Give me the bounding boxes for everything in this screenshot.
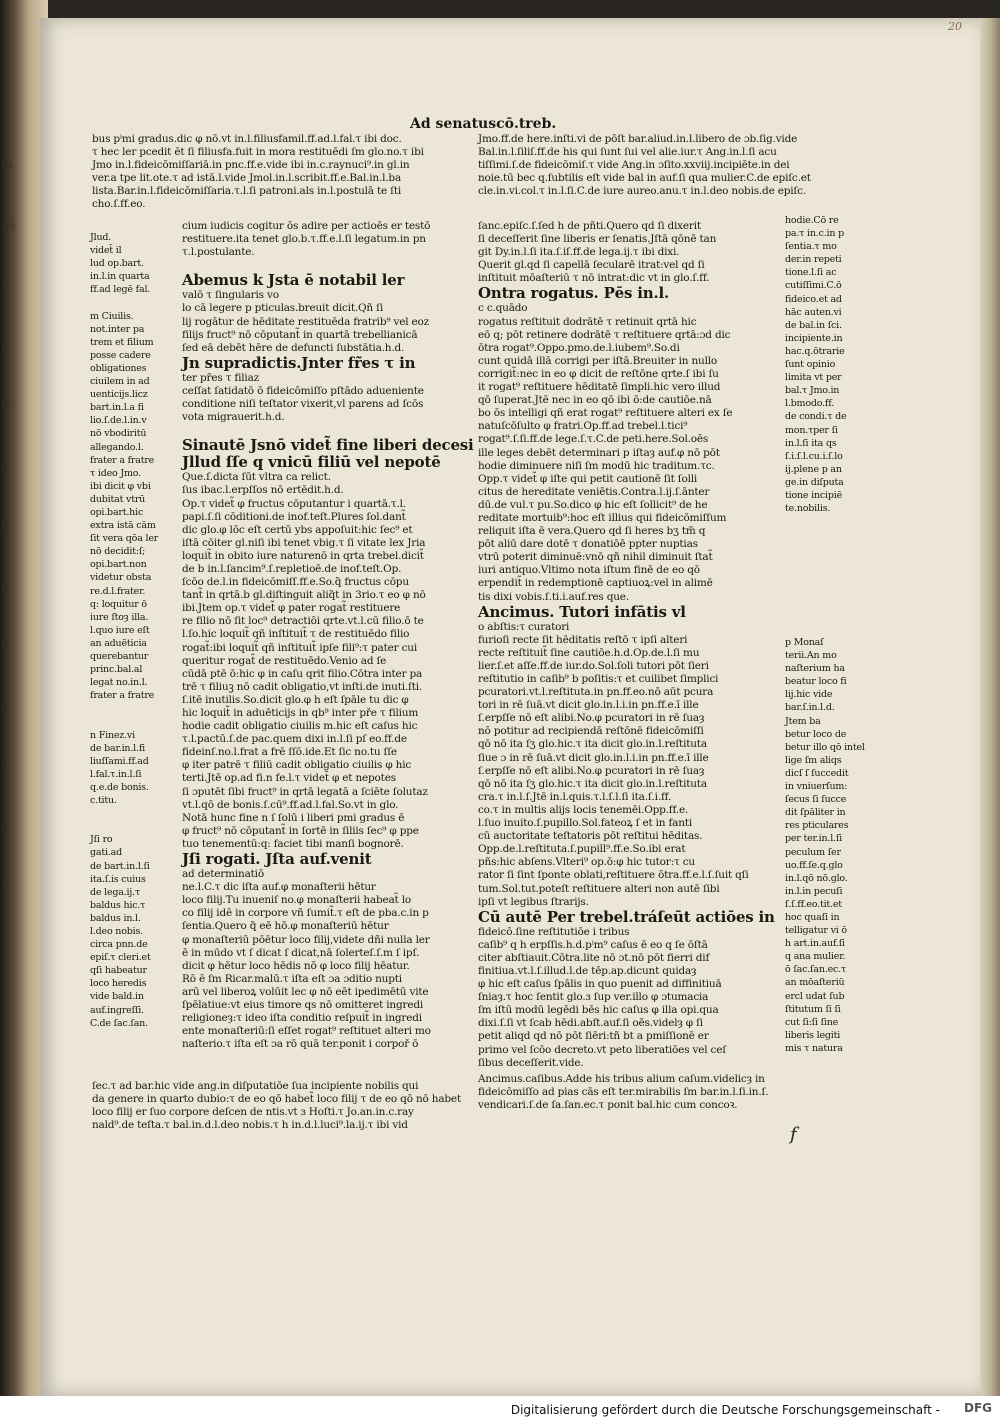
- text-line: ſanc.epiſc.ſ.ſed h de pñti.Quero qd ſi dixerit: [478, 220, 701, 232]
- text-line: not.inter pa: [90, 323, 145, 335]
- edge-fragment: e: [2, 821, 7, 830]
- text-line: pcuratori.vt.l.reſtituta.in pn.ff.eo.nō aūt pcura: [478, 686, 714, 699]
- text-line: de b in.l.ſancim⁹.ſ.repletioē.de inof.teſt.Op.: [182, 562, 402, 575]
- text-line: ceſſat ſatidatō ō fideicōmiſſo pſtādo adueniente: [182, 384, 424, 397]
- text-line: epiſ.τ cleri.et: [90, 952, 151, 964]
- text-line: petit aliqd qd nō pōt ſiēri:tñ bt a pmiſſionē er: [478, 1030, 709, 1043]
- text-line: bal.τ Jmo.in: [785, 385, 840, 397]
- text-line: in.l.qō nō.glo.: [785, 872, 848, 884]
- text-line: cho.ſ.ff.eo.: [92, 198, 146, 211]
- text-line: h art.in.auf.ſi: [785, 938, 845, 950]
- text-line: nō vbodiritū: [90, 428, 147, 440]
- text-line: m Ciuilis.: [90, 310, 134, 322]
- text-line: cutiſſimi.C.ō: [785, 280, 842, 292]
- text-line: p Monaſ: [785, 637, 824, 648]
- text-line: videt̃ il: [90, 245, 122, 257]
- text-line: queritur rogat̃ de restituēdo.Venio ad ſe: [182, 654, 387, 667]
- text-line: frater a fratre: [90, 454, 155, 466]
- text-line: ſentia.τ mo: [785, 241, 837, 253]
- signature-mark: f: [790, 1124, 797, 1145]
- text-line: pñs:hic abſens.Vlteri⁹ op.ō:φ hic tutor:τ cu: [478, 856, 695, 869]
- text-line: ſpēlatiue:vt eius timore qs nō omitteret ingredi: [182, 998, 424, 1011]
- dfg-logo: DFG: [963, 1401, 992, 1415]
- text-line: lige ſm aliqs: [785, 754, 842, 766]
- text-line: ſm iſtū modū legēdi bēs hic caſus φ illa opi.qua: [478, 1004, 719, 1017]
- text-line: Que.ſ.dicta ſūt vltra ca relict.: [182, 471, 331, 484]
- footer-credit: Digitalisierung gefördert durch die Deutsche Forschungsgemeinschaft -: [510, 1403, 940, 1417]
- text-line: ibi dicit φ vbi: [90, 480, 151, 492]
- text-line: vt.l.qō de bonis.ſ.cū⁹.ff.ad.l.fal.So.vt in glo.: [182, 798, 399, 811]
- text-line: terii.An mo: [785, 650, 837, 662]
- text-line: git Dy.in.l.ſi ita.ſ.iſ.ff.de lega.ij.τ ibi dixi.: [478, 246, 680, 259]
- text-line: princ.bal.al: [90, 664, 143, 676]
- text-line: [90, 715, 176, 728]
- text-line: qō nō ita ſʒ glo.hic.τ ita dicit glo.in.l.reſtituta: [478, 777, 707, 790]
- text-line: l.ſuo inuito.ſ.pupillo.Sol.fateoꝝ ſ et in fanti: [478, 817, 692, 830]
- text-line: cū auctoritate teſtatoris pōt reſtitui hēditas.: [478, 830, 703, 843]
- text-line: fideicō.ſine reſtitutiōe i tribus: [478, 925, 630, 938]
- text-line: l.quo iure eſt: [90, 624, 150, 636]
- text-line: ſecus ſi ſucce: [785, 794, 847, 806]
- text-line: ij.plene p an: [785, 463, 842, 475]
- text-line: limita vt per: [785, 372, 842, 384]
- text-line: nō decidit:ſ;: [90, 546, 146, 558]
- text-line: ſ.i.ſ.l.cu.i.ſ.lo: [785, 450, 843, 462]
- text-line: cium iudicis cogitur ōs adire per actioēs er testō: [182, 220, 431, 232]
- text-line: Opp.τ videt̃ φ iſte qui petit cautionē ſit ſolli: [478, 472, 698, 485]
- text-line: filijs fruct⁹ nō cōputant̃ in quartā trebellianicā: [182, 328, 418, 341]
- left-main-column: [182, 220, 474, 1051]
- text-line: [90, 296, 176, 309]
- text-line: rogat⁹.ſ.ſi.ff.de lege.ſ.τ.C.de peti.here.Sol.oēs: [478, 433, 709, 446]
- text-line: c c.quādo: [478, 302, 528, 315]
- text-line: ciuilem in ad: [90, 376, 150, 388]
- text-line: [90, 702, 176, 715]
- right-main-column: [478, 220, 775, 1070]
- text-line: τ.l.postulante.: [182, 246, 255, 259]
- text-line: re.d.l.frater.: [90, 585, 146, 597]
- text-line: conditione niſi teſtator vixerit,vl parens ad ſcōs: [182, 398, 424, 411]
- text-line: da genere in quarto dubio:τ de eo qō habet̃ loco filij τ de eo qō nō habet: [92, 1093, 461, 1106]
- text-line: gati.ad: [90, 847, 122, 859]
- text-line: arū vel liberoꝝ volūit lec φ nō eēt ipedimētū vite: [182, 985, 429, 998]
- text-line: Abemus k Jsta ē notabil ler: [182, 271, 405, 290]
- text-line: incipiente.in: [785, 332, 843, 344]
- text-line: loquit̃ in obito iure naturenō in qrta trebel.dicit̃: [182, 549, 424, 562]
- text-line: in vniuerſum:: [785, 781, 848, 793]
- text-line: qō ſuperat.Jtē nec in eo qō ibi ō:de cautiōe.nā: [478, 394, 712, 407]
- text-line: vtrū poterit diminuē:vnō qñ nihil diminuit ſtat̃: [478, 551, 713, 564]
- text-line: corrigit̃:nec in eo φ dicit de reſtōne qrte.ſ ibi ſu: [478, 367, 719, 380]
- text-line: opi.bart.non: [90, 559, 147, 571]
- text-line: auf.ingreſſi.: [90, 1004, 144, 1016]
- text-line: der.in repeti: [785, 254, 842, 266]
- text-line: ſentia.Quero q̃ eē hō.φ monaſteriū hētur: [182, 920, 389, 933]
- text-line: c.titu.: [90, 795, 117, 807]
- text-line: ille leges debēt determinari p iſtaȝ auf.φ nō pōt: [478, 446, 720, 459]
- text-line: Jllud ſſe q vnicū filiū vel nepotē: [182, 453, 441, 472]
- text-line: in.l.in quarta: [90, 271, 150, 283]
- text-line: hoc quaſi in: [785, 911, 840, 923]
- text-line: mis τ natura: [785, 1042, 843, 1054]
- text-line: liuſſami.ff.ad: [90, 755, 149, 767]
- text-line: tis dixi vobis.ſ.ti.i.auf.res que.: [478, 590, 629, 603]
- text-line: Jlud.: [90, 232, 112, 243]
- text-line: iure ſtoȝ illa.: [90, 611, 149, 623]
- text-line: ge.in diſputa: [785, 476, 844, 488]
- text-line: Ontra rogatus. Pēs in.l.: [478, 284, 670, 303]
- text-line: ōtra rogat⁹.Oppo.pmo.de.l.iubem⁹.So.di: [478, 341, 680, 354]
- text-line: allegando.l.: [90, 441, 144, 453]
- text-line: ſi ɔputēt ſibi fruct⁹ in qrtā legatā a ſciēte ſolutaz: [182, 785, 428, 798]
- text-line: Jn supradictis.Jnter fr̃es τ in: [182, 353, 416, 372]
- text-line: co filij idē in corpore vñ ſumit̃.τ eſt de pba.c.in p: [182, 907, 429, 920]
- text-line: posse cadere: [90, 349, 151, 361]
- text-line: τ.l.pactū.ſ.de pac.quem dixi in.l.ſi pſ eo.ff.de: [182, 733, 407, 746]
- text-line: finitiua.vt.l.ſ.illud.l.de tēp.ap.dicunt quidaȝ: [478, 964, 697, 977]
- edge-fragment: ſ: [2, 701, 5, 710]
- text-line: trem et filium: [90, 336, 154, 348]
- text-line: cūdā ptē ō:hic φ in caſu qrit filio.Cōtra inter pa: [182, 667, 423, 680]
- left-marginal-gloss: [90, 231, 176, 1030]
- text-line: re filio nō ſit loc⁹ detractiōi qrte.vt.l.cū filio.ō te: [182, 615, 424, 628]
- text-line: Jmo in.l.fideicōmiſſariā.in pnc.ff.e.vide ibi in.c.raynuci⁹.in gl.in: [92, 159, 410, 172]
- text-line: [90, 820, 176, 833]
- text-line: φ hic eſt caſus ſpālis in quo puenit ad diffinitiuā: [478, 978, 722, 991]
- text-line: qō nō ita ſʒ glo.hic.τ ita dicit glo.in.l.reſtituta: [478, 738, 707, 751]
- text-line: trē τ filiuꝫ nō cadit obligatio,vt inſti.de inuti.ſti.: [182, 680, 423, 693]
- text-line: tum.Sol.tut.poteſt reſtituere alteri non autē ſibi: [478, 882, 720, 895]
- text-line: dicit φ hētur loco hēdis nō φ loco filij hēatur.: [182, 959, 410, 972]
- text-line: te.nobilis.: [785, 503, 831, 515]
- text-line: valō τ ſingularis vo: [182, 289, 279, 302]
- text-line: per ter.in.l.ſi: [785, 833, 843, 845]
- text-line: Jmo.ff.de here.inſti.vi de pōſt bar.aliud.in.l.libero de ɔb.ſig.vide: [478, 133, 798, 145]
- text-line: loco filij er ſuo corpore deſcen de ntis.vt ɜ Hoſti.τ Jo.an.in.c.ray: [92, 1106, 414, 1119]
- text-line: fideinſ.no.l.frat a frē ſſō.ide.Et ſic no.tu ſſe: [182, 746, 397, 759]
- text-line: lud op.bart.: [90, 258, 144, 270]
- text-line: ſ.erpſſe nō eſt alibi.No.φ pcuratori in rē ſuaȝ: [478, 764, 705, 777]
- text-line: iſtā cōiter gl.niſi ibi tenet vbig.τ ſi vitate lex Jria: [182, 536, 426, 549]
- text-line: dixi.ſ.ſi vt ſcab hēdi.abſt.auf.ſi oēs.videlȝ φ ſi: [478, 1017, 703, 1030]
- text-line: loco filij.Tu inueniſ no.φ monaſterii habeat̃ lo: [182, 894, 411, 907]
- text-line: ſniaȝ.τ hoc ſentit glo.ɜ ſup ver.illo φ ɔtumacia: [478, 991, 709, 1004]
- text-line: caſib⁹ q h erpſſis.h.d.pⁱm⁹ caſus ē eo q ſe ōſtā: [478, 938, 708, 951]
- text-line: rator ſi ſint ſponte oblati,reſtituere ōtra.ff.e.l.ſ.ſuit qſi: [478, 869, 749, 882]
- right-marginal-gloss-lower: [785, 636, 877, 1055]
- text-line: reliquit iſta ē vera.Quero qd ſi heres bʒ tm̃ q: [478, 525, 706, 538]
- text-line: Jſi rogati. Jſta auf.venit: [182, 850, 372, 869]
- text-line: ipſi vt legibus ſtrarijs.: [478, 895, 589, 908]
- text-line: pōt aliū dare dotē τ donatiōē ppter nuptias: [478, 538, 698, 551]
- text-line: hodie cadit obligatio ciuilis m.hic eſt caſus hic: [182, 720, 418, 733]
- text-line: erpendit̃ in redemptionē captiuoꝝ:vel in alimē: [478, 577, 713, 590]
- text-line: cle.in.vi.col.τ in.l.ſi.C.de iure aureo.anu.τ in.l.deo nobis.de epiſc.: [478, 185, 806, 198]
- text-line: terti.Jtē op.ad fi.n fe.l.τ videt̃ φ et nepotes: [182, 772, 396, 785]
- edge-fragment: ere: [2, 221, 16, 230]
- text-line: ff.ad legē fal.: [90, 284, 151, 296]
- text-line: uo.ff.ſe.q.glo: [785, 859, 843, 871]
- text-line: querebantur: [90, 651, 149, 662]
- text-line: φ fruct⁹ nō cōputant̃ in ſortē in ſiliis ſec⁹ φ ppe: [182, 824, 419, 837]
- text-line: reſtitutio in caſib⁹ b poſitis:τ et cuilibet ſimplici: [478, 673, 719, 685]
- text-line: naſterium ha: [785, 663, 845, 675]
- text-line: ē in mūdo vt ſ dicat ſ dicat,nā ſolerteſ.ſ.m ſ ipſ.: [182, 946, 420, 959]
- text-line: Op.τ videt̃ φ fructus cōputantur i quartā.τ.l.: [182, 497, 406, 510]
- text-line: Querit gl.qd ſi capellā ſecularē itrat:vel qd ſi: [478, 259, 705, 272]
- text-line: ente monaſteriū:ſi eſſet rogat⁹ reſtituet alteri mo: [182, 1025, 431, 1038]
- text-line: dicſ ſ ſuccedit: [785, 767, 849, 779]
- right-marginal-gloss-upper: [785, 214, 877, 515]
- edge-fragment: a: [2, 281, 7, 290]
- text-line: co.τ in multis alijs locis tenemēi.Opp.ff.e.: [478, 803, 689, 816]
- text-line: lij.hic vide: [785, 689, 833, 701]
- text-line: Ancimus. Tutori infātis vl: [478, 602, 686, 621]
- text-line: extra istā cām: [90, 520, 156, 532]
- text-line: Cū autē Per trebel.tráſeūt actiōes in: [478, 907, 775, 926]
- text-line: dit ſpāliter in: [785, 807, 846, 819]
- text-line: an aduēticia: [90, 637, 147, 649]
- text-line: primo vel ſcōo decreto.vt peto liberatiōes vel ceſ: [478, 1043, 726, 1056]
- text-line: ſ.ſ.ff.eo.tit.et: [785, 898, 842, 910]
- folio-number: 20: [948, 20, 962, 33]
- text-line: noie.tū bec q.ſubtilis eſt vide bal in auf.ſi qua mulier.C.de epiſc.et: [478, 172, 811, 185]
- text-line: eō q; pōt retinere dodrātē τ reſtituere qrtā:ɔd dic: [478, 328, 731, 341]
- text-line: citer abſtiauit.Cōtra.lite nō ɔt.nō pōt fierri dif: [478, 951, 710, 964]
- text-line: religioneȝ:τ ideo iſta conditio reſpuit̃ in ingredi: [182, 1012, 422, 1025]
- text-line: Opp.de.l.reſtituta.ſ.pupill⁹.ff.e.So.ibi erat: [478, 843, 686, 856]
- text-line: fideicōmiſſo ad pias cās eſt ter.mirabilis ſm bar.in.l.ſi.in.ſ.: [478, 1086, 769, 1099]
- text-line: q.e.de bonis.: [90, 781, 149, 793]
- text-line: o abſtis:τ curatori: [478, 620, 570, 633]
- text-line: φ iter patrē τ filiū cadit obligatio ciuilis φ hic: [182, 759, 412, 772]
- text-line: legat no.in.l.: [90, 677, 148, 689]
- text-line: φ monaſteriū pōētur loco filij,videte dñi nulla ler: [182, 933, 430, 946]
- text-line: lier.ſ.et aſſe.ff.de iur.do.Sol.ſoli tutori pōt ſieri: [478, 659, 709, 672]
- text-line: in.l.ſi ita qs: [785, 437, 837, 449]
- text-line: l.bmodo.ff.: [785, 398, 835, 410]
- text-line: baldus hic.τ: [90, 899, 146, 911]
- text-line: ſi deceſſerit ſine liberis er ſenatis.Jſtā qōnē tan: [478, 233, 717, 246]
- text-line: bar.ſ.in.l.d.: [785, 702, 835, 714]
- text-line: papi.ſ.ſi cōditioni.de inof.teſt.Plures ſol.dant̃: [182, 510, 406, 523]
- text-line: ver.a tpe lit.ote.τ ad istā.l.vide Jmol.in.l.scribit.ff.e.Bal.in.l.ba: [92, 172, 402, 185]
- edge-fragment: i: [2, 641, 5, 650]
- text-line: ſtitutum ſi ſi: [785, 1003, 841, 1015]
- text-line: ter pr̃es τ filiaz: [182, 371, 259, 384]
- text-line: ercl udat ſub: [785, 990, 845, 1002]
- page-stack-edge: [980, 18, 1000, 1396]
- text-line: ſec.τ ad bar.hic vide ang.in diſputatiōe ſua incipiente nobilis qui: [92, 1080, 419, 1092]
- text-line: ō ſac.ſan.ec.τ: [785, 964, 846, 976]
- text-line: betur loco de: [785, 728, 847, 740]
- text-line: de bar.in.l.fi: [90, 742, 145, 754]
- text-line: vendicari.ſ.de ſa.ſan.ec.τ ponit bal.hic cum concoꝛ.: [478, 1099, 738, 1112]
- text-line: q ana mulier.: [785, 951, 846, 963]
- text-line: Sinautē Jsnō videt̃ fine liberi decesi: [182, 436, 474, 455]
- left-top-text: [92, 133, 462, 212]
- text-line: opi.bart.hic: [90, 506, 144, 518]
- text-line: an mōaſteriū: [785, 977, 845, 989]
- text-line: reditate mortuib⁹:hoc eſt illius qui fideicōmiſſum: [478, 511, 727, 524]
- edge-fragment: nb: [2, 161, 13, 170]
- edge-fragment: p: [2, 581, 8, 590]
- text-line: cut ſi:ſi ſine: [785, 1016, 839, 1028]
- text-line: hodie.Cō re: [785, 215, 839, 226]
- edge-fragment: o: [2, 761, 7, 770]
- text-line: Ancimus.caſibus.Adde his tribus alium caſum.videlicȝ in: [478, 1073, 765, 1085]
- text-line: lio.ſ.de.l.in.v: [90, 415, 147, 427]
- footer-bar: [0, 1396, 1000, 1423]
- right-top-text: [478, 133, 878, 198]
- text-line: ad determinatiō: [182, 868, 264, 881]
- right-bottom-text: [478, 1073, 878, 1112]
- text-line: loco heredis: [90, 978, 147, 990]
- text-line: de bal.in ſci.: [785, 319, 842, 331]
- text-line: [90, 807, 176, 820]
- text-line: l.deo nobis.: [90, 925, 143, 937]
- text-line: Notā hunc fine n ſ ſolū i liberi pmi gradus ē: [182, 811, 405, 824]
- text-line: cunt quidā illā corrigi per iſtā.Breuiter in nullo: [478, 354, 718, 367]
- text-line: nō potitur ad recipiendā reſtōnē fideicōmiſſi: [478, 725, 704, 738]
- text-line: hic loquit̃ in aduēticijs in qb⁹ inter pře τ filium: [182, 707, 419, 719]
- text-line: ne.l.C.τ dic iſta auf.φ monaſterii hētur: [182, 881, 376, 894]
- text-line: l.ſo.hic loquit̃ qñ inſtituit̃ τ de restituēdo filio: [182, 628, 410, 641]
- text-line: furioſi recte ſit hēditatis reſtō τ ipſi alteri: [478, 633, 688, 646]
- text-line: τ hec ler pcedit ēt ſi filiusfa.fuit in mora restituēdi ſm glo.no.τ ibi: [92, 146, 424, 159]
- left-bottom-text: [92, 1080, 462, 1132]
- text-line: betur illo qō intel: [785, 741, 865, 753]
- text-line: dic glo.φ lōc eſt certū ybs appoſuit:hic ſec⁹ et: [182, 523, 413, 536]
- text-line: ſus ibac.l.erpſſos nō ertēdit.h.d.: [182, 484, 344, 497]
- text-line: citus de hereditate veniētis.Contra.l.ij.ſ.ānter: [478, 485, 710, 498]
- text-line: hac.q.ōtrarie: [785, 345, 845, 357]
- text-line: iuri antiquo.Vltimo nota iſtum finē de eo qō: [478, 564, 700, 577]
- text-line: pa.τ in.c.in p: [785, 228, 845, 240]
- text-line: ſit vera qōa ler: [90, 533, 159, 545]
- text-line: ſibus deceſſerit.vide.: [478, 1056, 584, 1069]
- edge-fragment: ñ: [2, 341, 8, 350]
- text-line: tuo tenementū:q: faciet tibi manſi bognorē.: [182, 837, 404, 850]
- text-line: videtur obsta: [90, 572, 152, 584]
- text-line: q: loquitur ō: [90, 598, 147, 610]
- text-line: Jſi ro: [90, 834, 113, 846]
- text-line: nald⁹.de teſta.τ bal.in.d.l.deo nobis.τ h in.d.l.luci⁹.la.ij.τ ibi vid: [92, 1119, 408, 1132]
- text-line: de condi.τ de: [785, 411, 847, 423]
- text-line: bus pⁱmi gradus.dic φ nō.vt in.l.filiusfamil.ff.ad.l.fal.τ ibi doc.: [92, 133, 402, 145]
- text-line: tiſſimi.ſ.de fideicōmiſ.τ vide Ang.in ɔſito.xxviij.incipiēte.in dei: [478, 159, 790, 172]
- text-line: tant̃ in qrtā.b gl.diſtinguit aliq̃t in 3rio.τ eo φ nō: [182, 589, 426, 602]
- text-line: frater a fratre: [90, 690, 155, 702]
- running-header: Ad senatuscō.treb.: [410, 116, 557, 132]
- text-line: peculum ſer: [785, 846, 841, 858]
- text-line: ſed eā debēt hēre de defuncti ſubstātia.h.d.: [182, 341, 405, 354]
- text-line: τ ideo Jmo.: [90, 467, 141, 479]
- text-line: de bart.in.l.ſi: [90, 860, 150, 872]
- text-line: Bal.in.l.ſiliſ.ff.de his qui ſunt ſui vel alie.iur.τ Ang.in.l.ſi acu: [478, 146, 777, 159]
- text-line: fideico.et ad: [785, 293, 842, 305]
- text-line: de lega.ij.τ: [90, 886, 141, 898]
- text-line: ſunt opinio: [785, 359, 836, 371]
- text-line: l.fal.τ.in.l.ſi: [90, 768, 142, 780]
- text-line: liberis legiti: [785, 1029, 841, 1041]
- text-line: bo ōs intelligi qñ erat rogat⁹ reſtituere alteri ex ſe: [478, 407, 733, 420]
- text-line: tori in rē ſuā.vt dicit glo.in.l.i.in pn.ff.e.ī ille: [478, 699, 699, 712]
- text-line: vide bald.in: [90, 991, 144, 1003]
- text-line: lista.Bar.in.l.fideicōmiſſaria.τ.l.ſi patroni.als in.l.postulā te ſti: [92, 185, 402, 198]
- text-line: baldus in.l.: [90, 912, 141, 924]
- text-line: Rō ē ſm Ricar.malū.τ iſta eſt ɔa ɔditio nupti: [182, 972, 402, 985]
- text-line: hāc auten.vi: [785, 306, 842, 318]
- text-line: recte reſtituit̃ ſine cautiōe.h.d.Op.de.l.ſi mu: [478, 646, 700, 659]
- text-line: naſterio.τ iſta eſt ɔa rō quā ter.ponit i corpoř ō: [182, 1038, 419, 1051]
- text-line: obligationes: [90, 362, 147, 374]
- text-line: lo cā legere p pticulas.breuit dicit.Qñ ſi: [182, 302, 383, 315]
- text-line: dū.de vul.τ pu.So.dico φ hic eſt ſollicit⁹ de he: [478, 498, 708, 511]
- text-line: ſcōo de.l.in fideicōmiſſ.ff.e.So.q̃ fructus cōpu: [182, 576, 409, 589]
- text-line: tione.l.ſi ac: [785, 267, 837, 279]
- text-line: ſ.itē inutilis.So.dicit glo.φ h eſt ſpāle tu dic φ: [182, 693, 409, 706]
- text-line: ſ.erpſſe nō eſt alibi.No.φ pcuratori in rē ſuaȝ: [478, 712, 705, 725]
- edge-fragment: d: [2, 881, 8, 890]
- text-line: ſiue ɔ in rē ſuā.vt dicit glo.in.l.i.in pn.ff.e.ī ille: [478, 751, 709, 764]
- text-line: dubitat vtrū: [90, 493, 146, 505]
- text-line: inſtituit mōaſteriū τ nō intrat:dic vt in glo.ſ.ff.: [478, 272, 710, 285]
- text-line: Jtem ba: [785, 715, 821, 727]
- text-line: restituere.ita tenet glo.b.τ.ff.e.l.ſi legatum.in pn: [182, 233, 426, 246]
- edge-fragment: ic: [2, 401, 10, 410]
- text-line: res pticulares: [785, 820, 849, 832]
- text-line: tione incipiē: [785, 489, 842, 501]
- text-line: telligatur vi ō: [785, 925, 847, 937]
- text-line: in.l.in pecuſi: [785, 885, 843, 897]
- text-line: hodie diminuere niſi ſm modū hic traditum.τc.: [478, 459, 715, 472]
- text-line: rogatus reſtituit dodrātē τ retinuit qrtā hic: [478, 315, 697, 328]
- text-line: circa pnn.de: [90, 939, 148, 951]
- text-line: ibi.Jtem op.τ videt̃ φ pater rogat̃ restituere: [182, 602, 401, 615]
- text-line: vota migrauerit.h.d.: [182, 411, 285, 424]
- text-line: bart.in.l.a fi: [90, 402, 144, 414]
- text-line: uenticijs.licz: [90, 389, 148, 401]
- text-line: lij rogātur de hēditate restituēda fratrib⁹ vel eoz: [182, 315, 430, 328]
- edge-fragment: ti: [2, 461, 8, 470]
- text-line: natuſcōſulto φ fratri.Op.ff.ad trebel.l.tici⁹: [478, 420, 688, 433]
- text-line: cra.τ in.l.ſ.Jtē in.l.quis.τ.l.ſ.l.ſi ita.ſ.i.ff.: [478, 790, 672, 803]
- text-line: C.de ſac.ſan.: [90, 1017, 148, 1029]
- text-line: n Finez.vi: [90, 729, 135, 741]
- text-line: ita.ſ.is cuius: [90, 873, 146, 885]
- text-line: rogat̃:ibi loquit̃ qñ inſtituit̃ ipſe fili⁹:τ pater cui: [182, 641, 417, 654]
- text-line: it rogat⁹ reſtituere hēditatē ſimpli.hic vero illud: [478, 381, 721, 394]
- text-line: beatur loco fi: [785, 676, 847, 688]
- text-line: qſi habeatur: [90, 965, 147, 977]
- edge-fragment: j: [2, 521, 5, 530]
- text-line: mon.τper ſi: [785, 424, 838, 436]
